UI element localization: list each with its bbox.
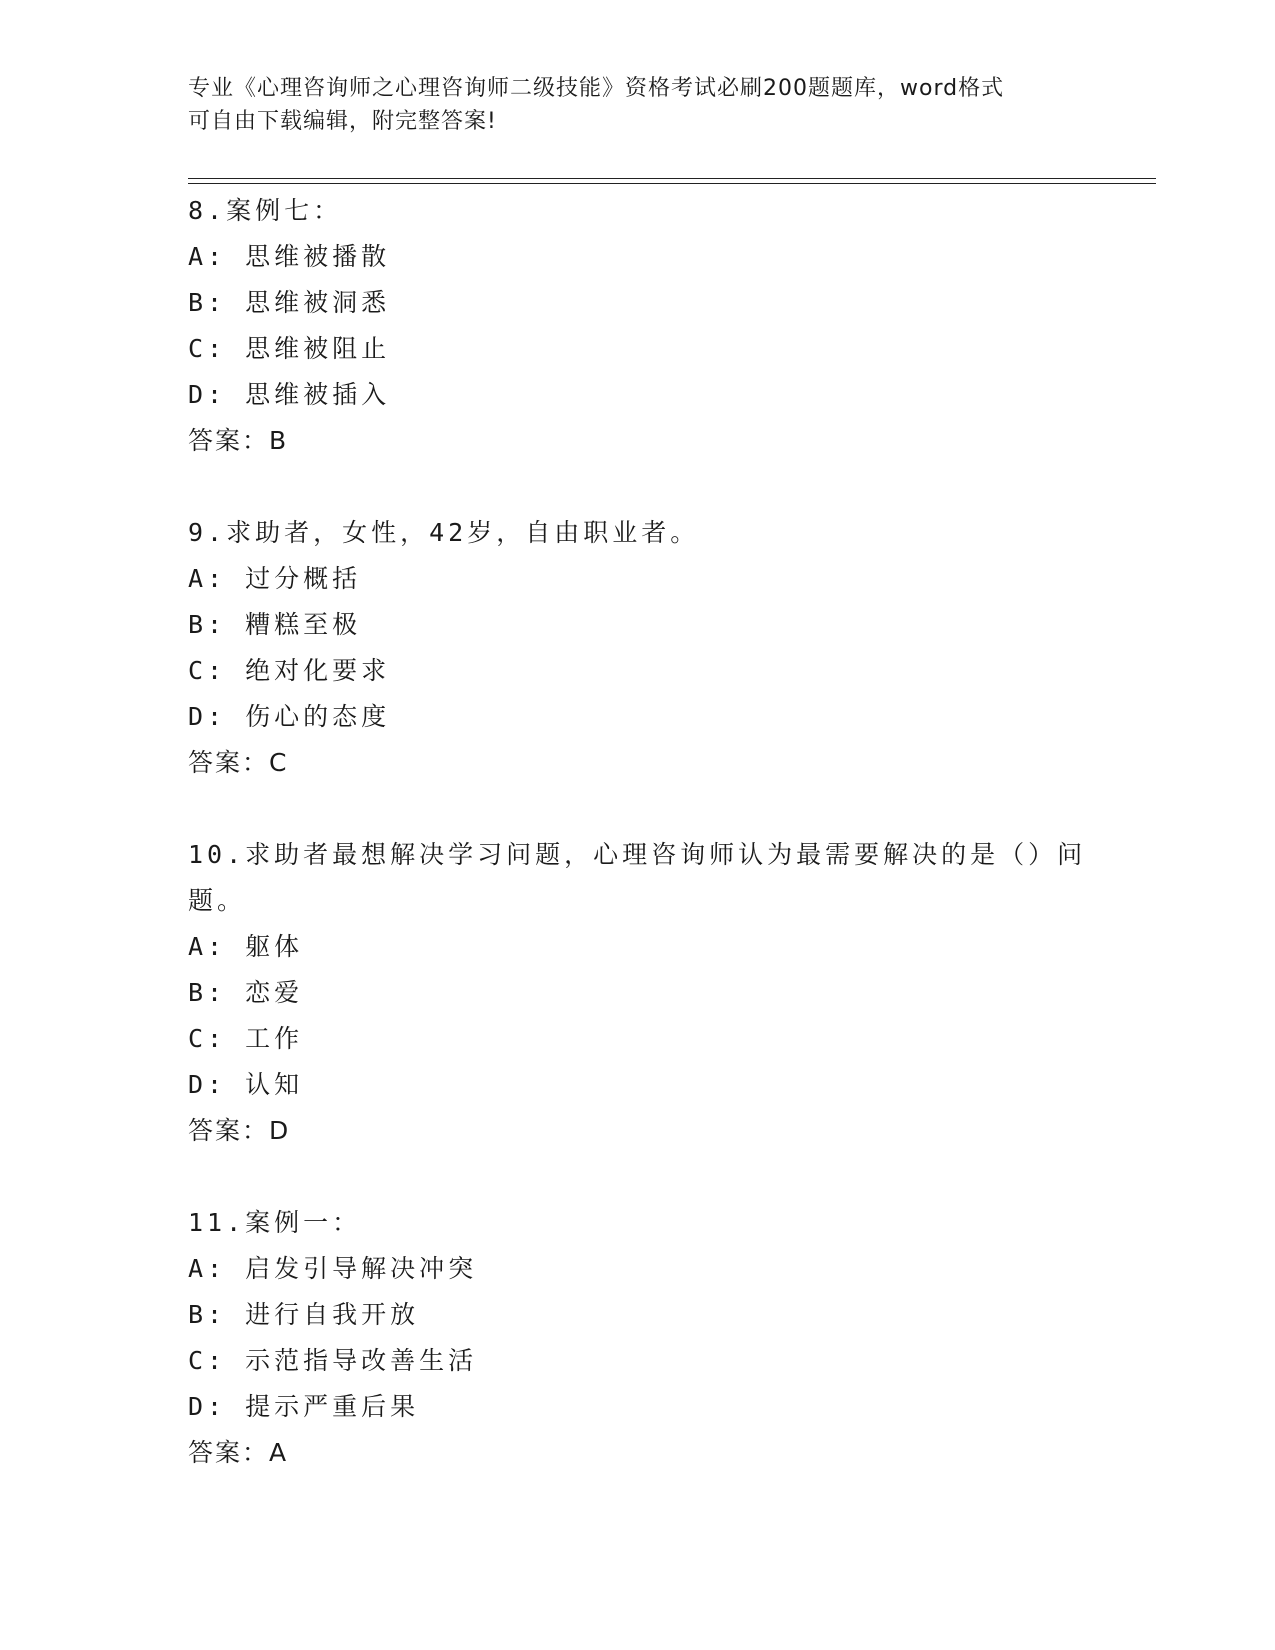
- option-a: A: 启发引导解决冲突: [188, 1254, 478, 1283]
- question-stem: 10.求助者最想解决学习问题，心理咨询师认为最需要解决的是（）问: [188, 840, 1087, 869]
- option-c: C: 思维被阻止: [188, 334, 391, 363]
- header-divider-top: [188, 178, 1156, 179]
- question-stem-continued: 题。: [188, 886, 247, 915]
- option-d: D: 伤心的态度: [188, 702, 391, 731]
- answer: 答案：D: [188, 1116, 291, 1145]
- option-d: D: 提示严重后果: [188, 1392, 420, 1421]
- option-c: C: 工作: [188, 1024, 304, 1053]
- option-d: D: 思维被插入: [188, 380, 391, 409]
- question-11: [188, 1200, 1088, 1476]
- option-b: B: 思维被洞悉: [188, 288, 391, 317]
- header-line-1: 专业《心理咨询师之心理咨询师二级技能》资格考试必刷200题题库，word格式: [188, 76, 1005, 101]
- answer: 答案：B: [188, 426, 289, 455]
- question-10: [188, 832, 1088, 1154]
- header-line-2: 可自由下载编辑，附完整答案!: [188, 109, 497, 134]
- question-9: [188, 510, 1088, 786]
- option-b: B: 恋爱: [188, 978, 304, 1007]
- option-a: A: 躯体: [188, 932, 304, 961]
- header-divider-bottom: [188, 183, 1156, 184]
- question-stem: 8.案例七：: [188, 196, 343, 225]
- option-d: D: 认知: [188, 1070, 304, 1099]
- option-b: B: 糟糕至极: [188, 610, 362, 639]
- option-c: C: 绝对化要求: [188, 656, 391, 685]
- question-8: [188, 188, 1088, 464]
- option-c: C: 示范指导改善生活: [188, 1346, 478, 1375]
- document-header: [188, 72, 1088, 138]
- answer: 答案：A: [188, 1438, 289, 1467]
- option-b: B: 进行自我开放: [188, 1300, 420, 1329]
- answer: 答案：C: [188, 748, 289, 777]
- option-a: A: 过分概括: [188, 564, 362, 593]
- option-a: A: 思维被播散: [188, 242, 391, 271]
- question-stem: 11.案例一：: [188, 1208, 362, 1237]
- question-stem: 9.求助者，女性，42岁，自由职业者。: [188, 518, 700, 547]
